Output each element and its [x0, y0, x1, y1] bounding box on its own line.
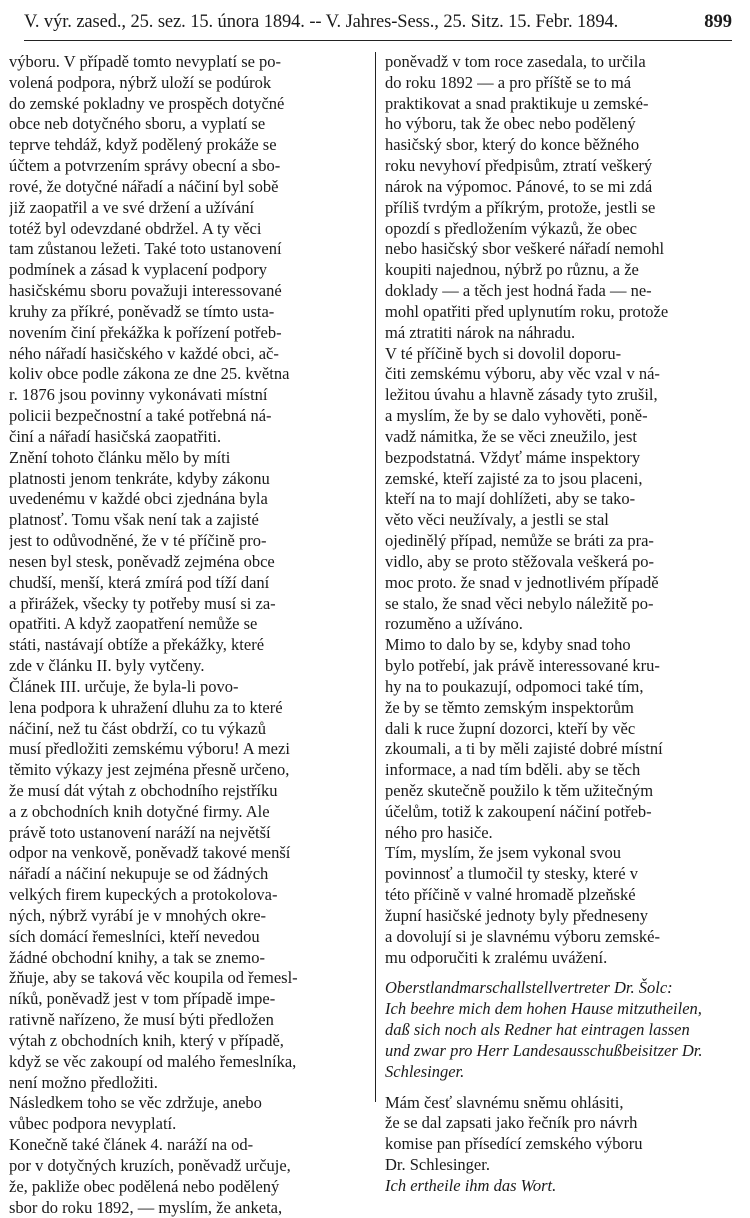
- text-line: ho výboru, tak že obec nebo podělený: [385, 114, 636, 134]
- text-line: nárok na výpomoc. Pánové, to se mi zdá: [385, 176, 653, 196]
- text-line: poněvadž v tom roce zasedala, to určila: [385, 52, 646, 71]
- text-line: bezpodstatná. Vždyť máme inspektory: [385, 447, 641, 467]
- text-line: Znění tohoto článku mělo by míti: [9, 447, 231, 467]
- text-line: r. 1876 jsou povinny vykonávati místní: [9, 385, 268, 405]
- text-line: níků, poněvadž jest v tom případě impe-: [9, 989, 276, 1009]
- text-line: platnosti jenom tenkráte, kdyby zákonu: [9, 468, 270, 488]
- text-line: rozuměno a užíváno.: [385, 614, 523, 634]
- text-line: koliv obce podle zákona ze dne 25. května: [9, 364, 290, 384]
- text-line: kteří na to mají dohlížeti, aby se tako-: [385, 489, 636, 509]
- text-line: odpor na venkově, poněvadž takové menší: [9, 843, 291, 863]
- text-line: Mimo to dalo by se, kdyby snad toho: [385, 635, 631, 655]
- text-line: zde v článku II. byly vytčeny.: [9, 656, 205, 676]
- text-line: rové, že dotyčné nářadí a náčiní byl sobě: [9, 176, 279, 196]
- text-line: hasičský sbor, který do konce běžného: [385, 135, 640, 155]
- text-line: podmínek a zásad k vyplacení podpory: [9, 260, 267, 280]
- text-line: roku nevyhoví předpisům, ztratí veškerý: [385, 156, 653, 176]
- page-number: 899: [704, 12, 732, 32]
- text-line: Článek III. určuje, že byla-li povo-: [9, 676, 239, 696]
- text-line: a myslím, že by se dalo vyhověti, poně-: [385, 406, 648, 426]
- paragraph-spacer: [385, 1083, 747, 1093]
- text-line: vůbec podpora nevyplatí.: [9, 1114, 177, 1134]
- text-line: dali k ruce župní dozorci, kteří by věc: [385, 718, 636, 738]
- text-line: totéž byl odevzdané obdržel. A ty věci: [9, 218, 262, 238]
- paragraph-spacer: [385, 968, 747, 978]
- text-line: musí předložiti zemskému výboru! A mezi: [9, 739, 290, 759]
- page-header: [24, 4, 732, 44]
- text-line: župní hasičské jednoty byly předneseny: [385, 905, 649, 925]
- text-line: žádné obchodní knihy, a tak se znemo-: [9, 947, 265, 967]
- text-line: por v dotyčných kruzích, poněvadž určuje,: [9, 1155, 291, 1175]
- text-line: se stalo, že snad věci nebylo náležitě po-: [385, 593, 654, 613]
- text-line: mu odporučiti k zralému uvážení.: [385, 947, 608, 967]
- german-text-line: und zwar pro Herr Landesausschußbeisitzer Dr.: [385, 1040, 703, 1060]
- text-line: teprve tehdáž, když podělený prokáže se: [9, 135, 277, 155]
- text-line: povinnosť a tlumočil ty stesky, které v: [385, 864, 638, 884]
- text-line: zkoumali, a ti by měli zajisté dobré místní: [385, 739, 663, 759]
- text-line: již zaopatřil a ve své držení a užívání: [9, 197, 255, 217]
- text-line: těmito výkazy jest zejména přesně určeno,: [9, 760, 290, 780]
- text-line: má ztratiti nárok na náhradu.: [385, 322, 576, 342]
- text-line: nebo hasičský sbor veškeré nářadí nemohl: [385, 239, 665, 259]
- text-line: výboru. V případě tomto nevyplatí se po-: [9, 52, 282, 71]
- german-text-line: Oberstlandmarschallstellvertreter Dr. Šolc:: [385, 978, 673, 998]
- text-line: informace, a nad tím bděli. aby se těch: [385, 760, 641, 780]
- text-line: hy na to poukazují, odpomoci také tím,: [385, 676, 644, 696]
- text-line: výtah z obchodních knih, který v případě,: [9, 1030, 284, 1050]
- text-line: čiti zemskému výboru, aby věc vzal v ná-: [385, 364, 660, 384]
- text-line: uvedenému v každé obci zjednána byla: [9, 489, 268, 509]
- text-line: kruhy za příkré, poněvadž se tímto usta-: [9, 301, 275, 321]
- left-column: [9, 52, 368, 1218]
- text-line: volená podpora, nýbrž uloží se podúrok: [9, 72, 272, 92]
- text-line: V té příčině bych si dovolil doporu-: [385, 343, 622, 363]
- text-line: praktikovat a snad praktikuje u zemské-: [385, 93, 649, 113]
- text-line: ných, nýbrž vyrábí je v mnohých okre-: [9, 905, 267, 925]
- text-line: sbor do roku 1892, — myslím, že anketa,: [9, 1197, 283, 1217]
- header-rule: [24, 40, 732, 41]
- text-line: a dovolují si je slavnému výboru zemské-: [385, 926, 660, 946]
- text-line: tam zůstanou ležeti. Také toto ustanovení: [9, 239, 282, 259]
- text-line: že by se těmto zemským inspektorům: [385, 697, 634, 717]
- text-line: chudší, menší, která zmírá pod tíží daní: [9, 572, 270, 592]
- text-line: činí a nářadí hasičská zaopatřiti.: [9, 426, 222, 446]
- text-line: Tím, myslím, že jsem vykonal svou: [385, 843, 622, 863]
- text-line: Dr. Schlesinger.: [385, 1155, 490, 1175]
- text-line: že musí dát výtah z obchodního rejstříku: [9, 780, 278, 800]
- german-final-line: Ich ertheile ihm das Wort.: [385, 1175, 557, 1195]
- text-line: Mám česť slavnému sněmu ohlásiti,: [385, 1092, 624, 1112]
- text-line: ného pro hasiče.: [385, 822, 493, 842]
- german-text-line: Ich beehre mich dem hohen Hause mitzutheilen,: [385, 999, 702, 1019]
- text-line: není možno předložiti.: [9, 1072, 158, 1092]
- text-line: ležitou úvahu a hlavně zásady tyto zrušil,: [385, 385, 658, 405]
- text-line: rativně nařízeno, že musí býti předložen: [9, 1010, 274, 1030]
- text-line: této příčině v valné hromadě plzeňské: [385, 885, 636, 905]
- text-line: Následkem toho se věc zdržuje, anebo: [9, 1093, 262, 1113]
- text-line: zemské, kteří zajisté za to jsou placeni,: [385, 468, 643, 488]
- text-line: komise pan přísedící zemského výboru: [385, 1134, 643, 1154]
- text-line: peněz skutečně použilo k těm užitečným: [385, 780, 654, 800]
- text-line: do roku 1892 — a pro příště se to má: [385, 72, 632, 92]
- text-line: že, pakliže obec podělená nebo podělený: [9, 1176, 280, 1196]
- text-line: nesen byl stesk, poněvadž zejména obce: [9, 551, 275, 571]
- column-divider: [375, 52, 376, 1102]
- text-line: do zemské pokladny ve prospěch dotyčné: [9, 93, 285, 113]
- text-line: doklady — a těch jest hodná řada — ne-: [385, 281, 652, 301]
- text-line: že se dal zapsati jako řečník pro návrh: [385, 1113, 638, 1133]
- text-line: věto věci neužívaly, a jestli se stal: [385, 510, 609, 530]
- german-text-line: Schlesinger.: [385, 1061, 465, 1081]
- text-line: mohl opatřiti před uplynutím roku, protože: [385, 301, 669, 321]
- text-line: opozdí s předložením výkazů, že obec: [385, 218, 637, 238]
- right-column: [385, 52, 747, 1197]
- text-line: ného nářadí hasičského v každé obci, ač-: [9, 343, 279, 363]
- text-line: Konečně také článek 4. naráží na od-: [9, 1135, 254, 1155]
- text-line: velkých firem kupeckých a protokolova-: [9, 885, 278, 905]
- text-line: lena podpora k uhražení dluhu za to které: [9, 697, 283, 717]
- text-line: vadž námitka, že se věci zneužilo, jest: [385, 426, 637, 446]
- text-line: státi, nastávají obtíže a překážky, které: [9, 635, 265, 655]
- text-line: sích domácí řemeslníci, kteří nevedou: [9, 926, 260, 946]
- text-line: policii bezpečnostní a také potřebná ná-: [9, 406, 272, 426]
- text-line: účelům, totiž k zakoupení náčiní potřeb-: [385, 801, 652, 821]
- text-line: a přirážek, všecky ty potřeby musí si za-: [9, 593, 276, 613]
- text-line: jest to odůvodněné, že v té příčině pro-: [9, 531, 267, 551]
- text-line: platnosť. Tomu však není tak a zajisté: [9, 510, 259, 530]
- text-line: účtem a potvrzením správy obecní a sbo-: [9, 156, 281, 176]
- text-line: a z obchodních knih dotyčné firmy. Ale: [9, 801, 270, 821]
- text-line: obce neb dotyčného sboru, a vyplatí se: [9, 114, 266, 134]
- text-line: opatřiti. A když zaopatření nemůže se: [9, 614, 258, 634]
- text-line: moc proto. že snad v jednotlivém případě: [385, 572, 659, 592]
- text-line: nářadí a náčiní nekupuje se od žádných: [9, 864, 269, 884]
- text-line: právě toto ustanovení naráží na největší: [9, 822, 271, 842]
- text-line: příliš tvrdým a příkrým, protože, jestli se: [385, 197, 656, 217]
- text-line: koupiti najednou, nýbrž po různu, a že: [385, 260, 639, 280]
- text-line: náčiní, než tu část obdrží, co tu výkazů: [9, 718, 267, 738]
- text-line: vidlo, aby se proto stěžovala veškerá po-: [385, 551, 654, 571]
- text-line: hasičskému sboru považuji interessované: [9, 281, 282, 301]
- text-line: bylo potřebí, jak právě interessované kru-: [385, 656, 660, 676]
- german-text-line: daß sich noch als Redner hat eintragen lassen: [385, 1020, 690, 1040]
- text-line: novením činí překážka k pořízení potřeb-: [9, 322, 282, 342]
- text-line: žňuje, aby se taková věc koupila od řemesl-: [9, 968, 298, 988]
- text-line: když se věc zakoupí od malého řemeslníka,: [9, 1051, 297, 1071]
- running-head: V. výr. zased., 25. sez. 15. února 1894. -- V. Jahres-Sess., 25. Sitz. 15. Febr. 1894.: [24, 12, 619, 32]
- text-line: ojedinělý případ, nemůže se bráti za pra-: [385, 531, 654, 551]
